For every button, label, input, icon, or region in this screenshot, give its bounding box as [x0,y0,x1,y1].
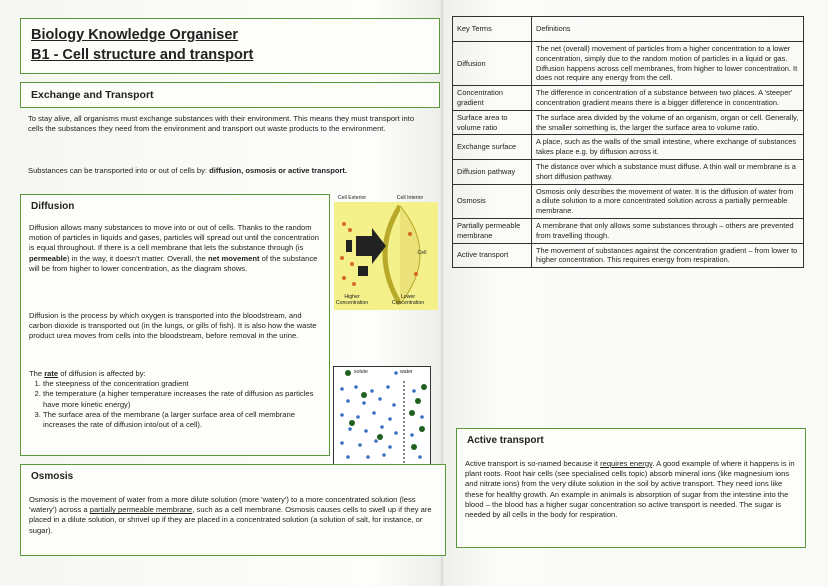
diffusion-diagram [330,194,442,314]
table-term: Active transport [453,243,532,268]
table-term: Concentration gradient [453,86,532,111]
title-box [20,18,440,74]
table-def: The surface area divided by the volume of an organism, organ or cell. Generally, the smaller something is, the larger the surface area to volume ratio. [532,110,804,135]
table-term: Exchange surface [453,135,532,160]
water-key-icon [394,371,398,375]
label-cell-interior: Cell Interior [396,195,424,201]
table-def: Osmosis only describes the movement of water. It is the diffusion of water from a dilute solution to a more concentrated solution across a partially permeable membrane. [532,184,804,218]
exchange-para-2 [28,166,438,176]
solute-particles [349,384,427,450]
rate-list [29,379,325,430]
active-p-a: Active transport is so-named because it [465,459,601,468]
solute-key-icon [345,370,351,376]
table-def: The movement of substances against the concentration gradient – from lower to higher concentration. This requires energy from respiration. [532,243,804,268]
table-term: Surface area to volume ratio [453,110,532,135]
table-term: Partially permeable membrane [453,218,532,243]
particle-dot [348,228,352,232]
particle-dot [414,272,418,276]
table-term: Osmosis [453,184,532,218]
osmosis-p-b: partially permeable membrane [89,505,193,515]
label-lower-concentration: Lower Concentration [391,294,425,306]
osmosis-diagram [333,366,431,480]
active-transport-para [465,459,799,520]
rate-item: 2. the temperature (a higher temperature increases the rate of diffusion as particles have more kinetic energy) [43,389,325,409]
osmosis-heading: Osmosis [31,471,74,482]
particle-dot [340,256,344,260]
diffusion-para-2: Diffusion is the process by which oxygen is transported into the bloodstream, and carbon dioxide is transported out (in the lungs, or gills of fish). It is also how the waste product urea moves from cells into the bloodstream, before removal in the urine. [29,311,317,341]
osmosis-box [20,464,446,556]
particle-dot [408,232,412,236]
active-transport-heading: Active transport [467,435,544,446]
rate-item: 1. the steepness of the concentration gradient [43,379,325,389]
table-def: A place, such as the walls of the small intestine, where exchange of substances takes place e.g. by diffusion across it. [532,135,804,160]
table-term: Diffusion [453,42,532,86]
page-subtitle: B1 - Cell structure and transport [31,47,254,63]
table-term: Diffusion pathway [453,159,532,184]
label-higher-concentration: Higher Concentration [335,294,369,306]
exchange-para-2-bold: diffusion, osmosis or active transport. [209,166,348,175]
diffusion-p1d: net movement [208,253,260,263]
table-def: A membrane that only allows some substances through – others are prevented from travelling though. [532,218,804,243]
osmosis-p-a: Osmosis is the movement of water from a more dilute solution (more 'watery') to a more concentrated solution (less 'watery') across a [29,495,416,515]
rate-intro-b: rate [44,369,59,378]
diffusion-p1e: of the substance will be from higher to lower concentration, as the diagram shows. [29,253,318,273]
table-row [453,184,804,218]
table-row [453,218,804,243]
osmosis-para [29,495,439,536]
arrow-tail-icon [346,240,352,252]
active-p-c: . A good example of where it happens is in plant roots. Root hair cells (see specialised cells topic) absorb mineral ions (like magnesium ions and nitrate ions) from the very dilute solution in the soil by active transport. They need ions like these for healthy growth. An example in animals is absorption of sugar from the intestine into the blood – the blood has a higher sugar concentration so active transport is needed. The sugar is needed by all cells in the body for respiration. [465,459,795,520]
particle-block-icon [358,266,368,276]
table-header-row [453,17,804,42]
diffusion-p1b: permeable [29,253,67,263]
table-row [453,86,804,111]
particle-dot [350,262,354,266]
diffusion-box [20,194,330,456]
diffusion-para-1 [29,223,325,274]
label-cell: Cell [417,250,427,256]
label-cell-exterior: Cell Exterior [337,195,367,201]
table-row [453,135,804,160]
table-row [453,110,804,135]
osmosis-p-c: , such as a cell membrane. Osmosis causes cells to swell up if they are placed in a dilute solution, or shrivel up if they are placed in a concentrated solution (a solution of salt, for instance, or sugar). [29,505,432,535]
table-row [453,42,804,86]
table-def: The net (overall) movement of particles from a higher concentration to a lower concentration, simply due to the random motion of particles in a liquid or gas. Diffusion happens across cell membranes, from higher to lower concentration. It does not require any energy from the cell. [532,42,804,86]
active-p-b: requires energy [600,459,653,468]
table-header-def: Definitions [532,17,804,42]
label-water: water [400,369,413,375]
diffusion-rate [29,369,325,430]
diffusion-heading: Diffusion [31,201,75,212]
particle-dot [342,222,346,226]
key-terms-table [452,16,804,268]
table-def: The difference in concentration of a substance between two places. A 'steeper' concentration gradient means there is a bigger difference in concentration. [532,86,804,111]
diffusion-p1a: Diffusion allows many substances to move into or out of cells. Thanks to the random motion of particles in liquids and gases, particles will spread out until the concentration is equal throughout. If there is a cell membrane that lets the substance through (is [29,223,319,253]
exchange-heading: Exchange and Transport [31,89,154,101]
label-solute: solute [354,369,368,375]
rate-intro-a: The [29,369,45,378]
osmosis-diagram-svg [334,367,430,479]
table-row [453,159,804,184]
rate-item: 3. The surface area of the membrane (a larger surface area of cell membrane increases the rate of diffusion into/out of a cell). [43,410,325,430]
exchange-para-2-text: Substances can be transported into or out of cells by: [28,166,210,175]
table-def: The distance over which a substance must diffuse. A thin wall or membrane is a short diffusion pathway. [532,159,804,184]
diffusion-p1c: ) in the way, it doesn't matter. Overall, the [67,253,209,263]
particle-dot [342,276,346,280]
page-title: Biology Knowledge Organiser [31,27,239,43]
active-transport-box [456,428,806,548]
table-row [453,243,804,268]
diffusion-rate-intro [29,369,325,379]
exchange-heading-box [20,82,440,108]
exchange-para-1: To stay alive, all organisms must exchange substances with their environment. This means they must transport into cells the substances they need from the environment and transport out waste products to the environment. [28,114,415,134]
rate-intro-c: of diffusion is affected by: [58,369,146,378]
table-header-key: Key Terms [453,17,532,42]
particle-dot [352,282,356,286]
